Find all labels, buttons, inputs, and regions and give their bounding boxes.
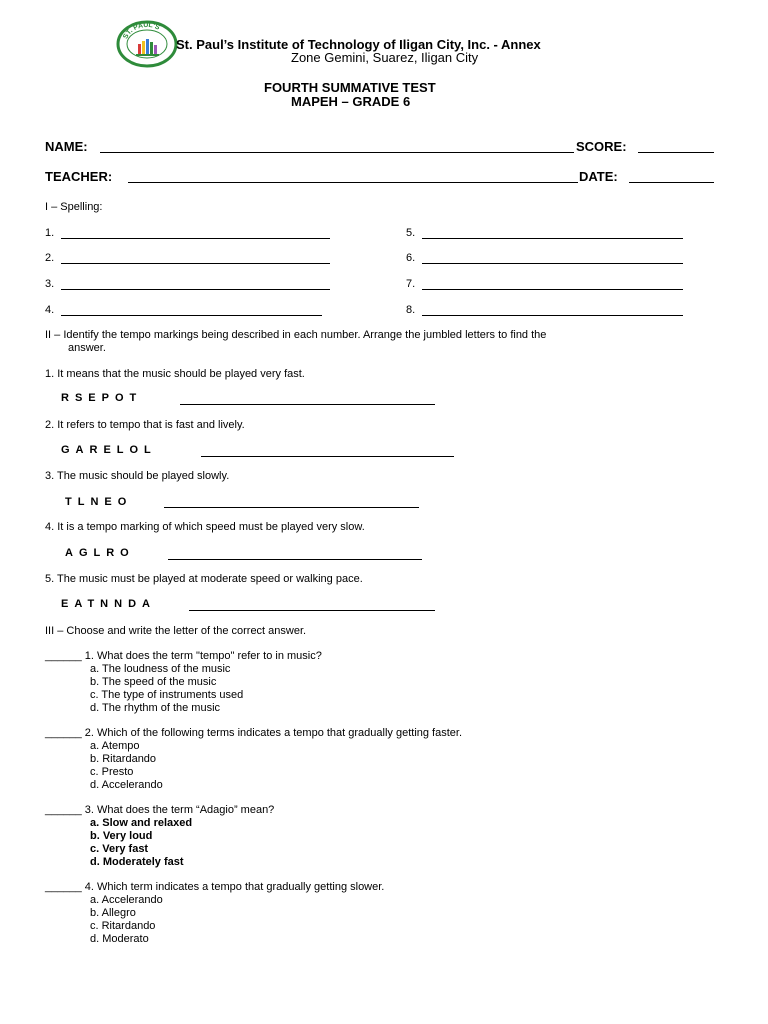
mc-choice: d. Accelerando (90, 779, 163, 791)
spelling-number: 5. (406, 227, 416, 239)
mc-question: ______ 3. What does the term “Adagio” mean? (45, 804, 275, 816)
logo-text: ST. PAUL'S (122, 21, 161, 41)
mc-choice: b. Very loud (90, 830, 153, 842)
jumbled-letters: EATNNDA (61, 598, 156, 610)
tempo-answer-line[interactable] (164, 507, 419, 508)
mc-choice: d. The rhythm of the music (90, 702, 221, 714)
jumbled-letters: RSEPOT (61, 392, 143, 404)
jumbled-letters: GARELOL (61, 444, 157, 456)
tempo-answer-line[interactable] (189, 610, 435, 611)
spelling-number: 7. (406, 278, 416, 290)
school-logo (116, 20, 178, 68)
name-label: NAME: (45, 139, 88, 154)
spelling-answer-line[interactable] (422, 289, 683, 290)
part3-heading: III – Choose and write the letter of the correct answer. (45, 625, 307, 637)
mc-question: ______ 4. Which term indicates a tempo that gradually getting slower. (45, 881, 385, 893)
tempo-question: 1. It means that the music should be played very fast. (45, 368, 305, 380)
tempo-answer-line[interactable] (168, 559, 422, 560)
spelling-answer-line[interactable] (422, 238, 683, 239)
part2-heading-cont: answer. (68, 342, 106, 354)
score-field[interactable] (638, 152, 714, 153)
jumbled-letters: AGLRO (65, 547, 135, 559)
spelling-answer-line[interactable] (61, 315, 322, 316)
mc-choice: b. Allegro (90, 907, 136, 919)
tempo-question: 4. It is a tempo marking of which speed must be played very slow. (45, 521, 365, 533)
spelling-number: 6. (406, 252, 416, 264)
tempo-answer-line[interactable] (201, 456, 454, 457)
name-field[interactable] (100, 152, 574, 153)
spelling-answer-line[interactable] (61, 263, 330, 264)
part2-heading: II – Identify the tempo markings being described in each number. Arrange the jumbled letters to find the (45, 329, 547, 341)
spelling-number: 2. (45, 252, 55, 264)
school-name: St. Paul’s Institute of Technology of Iligan City, Inc. - Annex (176, 37, 541, 52)
mc-choice: d. Moderato (90, 933, 149, 945)
mc-choice: b. The speed of the music (90, 676, 217, 688)
date-label: DATE: (579, 169, 618, 184)
school-address: Zone Gemini, Suarez, Iligan City (291, 50, 479, 65)
tempo-question: 2. It refers to tempo that is fast and lively. (45, 419, 245, 431)
mc-choice: a. Slow and relaxed (90, 817, 193, 829)
tempo-question: 5. The music must be played at moderate speed or walking pace. (45, 573, 363, 585)
teacher-label: TEACHER: (45, 169, 113, 184)
mc-choice: c. Presto (90, 766, 134, 778)
score-label: SCORE: (576, 139, 627, 154)
mc-choice: c. Ritardando (90, 920, 156, 932)
mc-choice: d. Moderately fast (90, 856, 184, 868)
date-field[interactable] (629, 182, 714, 183)
jumbled-letters: TLNEO (65, 496, 133, 508)
tempo-answer-line[interactable] (180, 404, 435, 405)
subject-title: MAPEH – GRADE 6 (291, 94, 411, 109)
mc-choice: c. The type of instruments used (90, 689, 244, 701)
mc-choice: a. The loudness of the music (90, 663, 231, 675)
mc-question: ______ 1. What does the term "tempo" refer to in music? (45, 650, 322, 662)
spelling-answer-line[interactable] (422, 263, 683, 264)
spelling-number: 4. (45, 304, 55, 316)
spelling-answer-line[interactable] (61, 238, 330, 239)
mc-question: ______ 2. Which of the following terms indicates a tempo that gradually getting faster. (45, 727, 463, 739)
test-title: FOURTH SUMMATIVE TEST (264, 80, 436, 95)
spelling-number: 1. (45, 227, 55, 239)
teacher-field[interactable] (128, 182, 578, 183)
spelling-answer-line[interactable] (422, 315, 683, 316)
mc-choice: c. Very fast (90, 843, 149, 855)
spelling-number: 8. (406, 304, 416, 316)
spelling-number: 3. (45, 278, 55, 290)
mc-choice: a. Atempo (90, 740, 140, 752)
part1-heading: I – Spelling: (45, 201, 103, 213)
spelling-answer-line[interactable] (61, 289, 330, 290)
mc-choice: a. Accelerando (90, 894, 163, 906)
tempo-question: 3. The music should be played slowly. (45, 470, 230, 482)
mc-choice: b. Ritardando (90, 753, 157, 765)
